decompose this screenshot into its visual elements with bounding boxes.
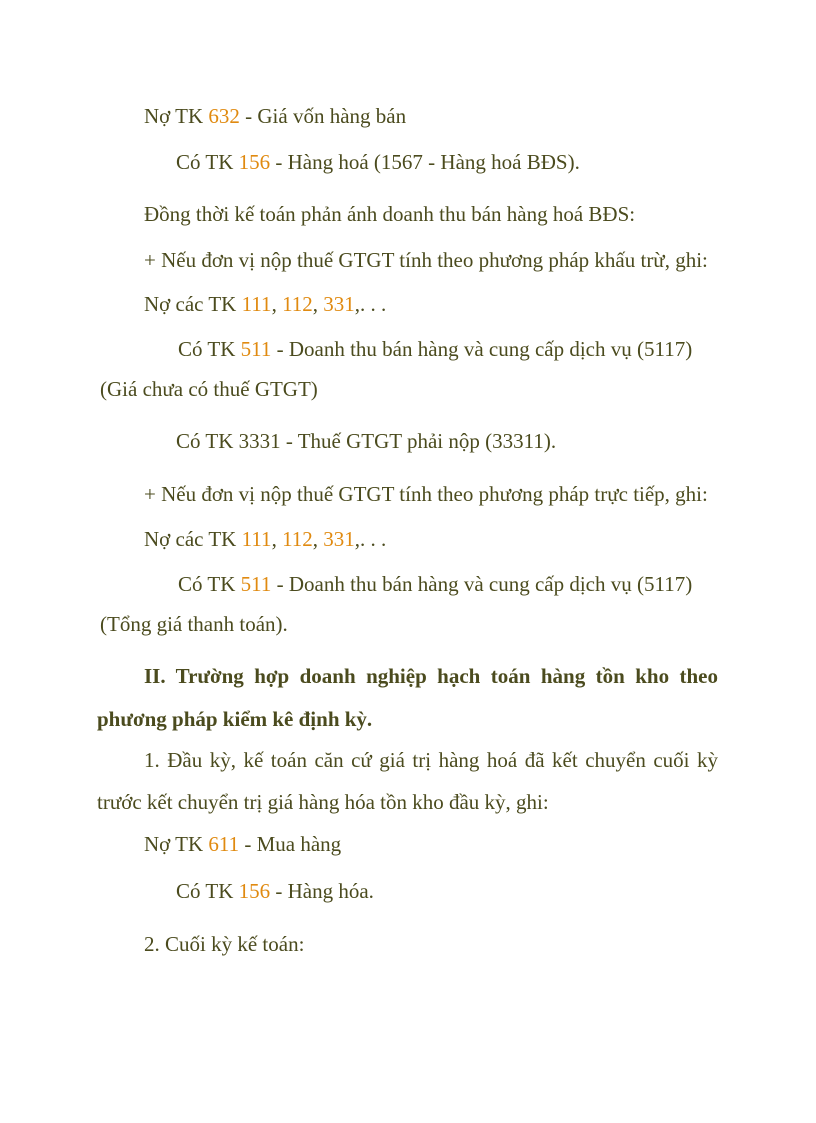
paragraph-line: + Nếu đơn vị nộp thuế GTGT tính theo phương pháp khấu trừ, ghi: — [144, 248, 708, 272]
section-heading: II. Trường hợp doanh nghiệp hạch toán hàng tồn kho theo — [144, 664, 718, 688]
text: Nợ các TK — [144, 527, 242, 551]
paragraph-line: Đồng thời kế toán phản ánh doanh thu bán hàng hoá BĐS: — [144, 202, 636, 226]
account-number: 511 — [240, 337, 272, 361]
entry-debit-multi — [144, 290, 386, 318]
text: - Doanh thu bán hàng và cung cấp dịch vụ (5117) — [271, 337, 693, 361]
text: Nợ TK — [144, 832, 209, 856]
account-number: 331 — [323, 527, 355, 551]
account-number: 611 — [208, 832, 240, 856]
paragraph-line: trước kết chuyển trị giá hàng hóa tồn kho đầu kỳ, ghi: — [97, 790, 549, 814]
section-heading-continued: phương pháp kiểm kê định kỳ. — [97, 707, 373, 731]
account-number: 111 — [241, 527, 272, 551]
account-number: 511 — [240, 572, 272, 596]
entry-debit-multi — [144, 525, 386, 553]
separator: , — [271, 527, 283, 551]
separator: , — [312, 527, 324, 551]
text: ,. . . — [354, 527, 387, 551]
account-number: 112 — [282, 292, 313, 316]
entry-credit-3331: Có TK 3331 - Thuế GTGT phải nộp (33311). — [176, 429, 557, 453]
paragraph-line: (Giá chưa có thuế GTGT) — [100, 377, 318, 401]
account-number: 156 — [238, 879, 271, 903]
text: - Giá vốn hàng bán — [239, 104, 407, 128]
text: Nợ TK — [144, 104, 209, 128]
separator: , — [312, 292, 324, 316]
text: - Hàng hóa. — [270, 879, 374, 903]
text: Có TK — [178, 337, 241, 361]
entry-credit-156 — [176, 877, 374, 905]
entry-debit-632 — [144, 102, 406, 130]
account-number: 632 — [208, 104, 240, 128]
paragraph-line: (Tổng giá thanh toán). — [100, 612, 288, 636]
text: ,. . . — [354, 292, 387, 316]
entry-debit-611 — [144, 830, 341, 858]
text: Có TK — [176, 150, 239, 174]
paragraph-line: 1. Đầu kỳ, kế toán căn cứ giá trị hàng hoá đã kết chuyển cuối kỳ — [144, 748, 718, 772]
account-number: 111 — [241, 292, 272, 316]
text: - Mua hàng — [239, 832, 342, 856]
separator: , — [271, 292, 283, 316]
account-number: 112 — [282, 527, 313, 551]
paragraph-line: 2. Cuối kỳ kế toán: — [144, 932, 305, 956]
text: Nợ các TK — [144, 292, 242, 316]
text: - Doanh thu bán hàng và cung cấp dịch vụ (5117) — [271, 572, 693, 596]
entry-credit-511 — [178, 570, 692, 598]
text: Có TK — [176, 879, 239, 903]
entry-credit-511 — [178, 335, 692, 363]
text: Có TK — [178, 572, 241, 596]
account-number: 156 — [238, 150, 271, 174]
text: - Hàng hoá (1567 - Hàng hoá BĐS). — [270, 150, 580, 174]
paragraph-line: + Nếu đơn vị nộp thuế GTGT tính theo phương pháp trực tiếp, ghi: — [144, 482, 708, 506]
account-number: 331 — [323, 292, 355, 316]
entry-credit-156 — [176, 148, 580, 176]
